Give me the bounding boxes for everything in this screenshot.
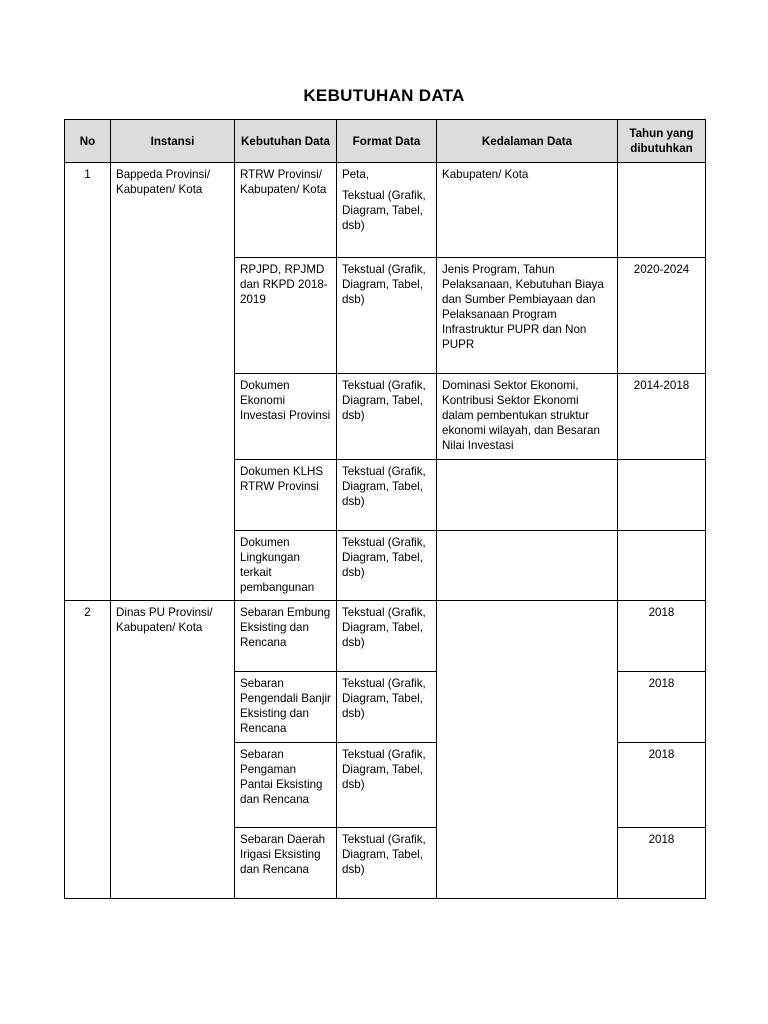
- tahun-cell: 2014-2018: [618, 374, 706, 460]
- data-table: [64, 119, 706, 899]
- table-header-row: [65, 120, 706, 163]
- format-cell: [337, 163, 437, 258]
- tahun-cell: 2020-2024: [618, 258, 706, 374]
- tahun-cell: [618, 531, 706, 601]
- format-cell: [337, 828, 437, 899]
- format-cell: [337, 374, 437, 460]
- format-line: Tekstual (Grafik, Diagram, Tabel, dsb): [342, 263, 426, 306]
- format-line: Tekstual (Grafik, Diagram, Tabel, dsb): [342, 606, 426, 649]
- tahun-cell: 2018: [618, 672, 706, 743]
- kedalaman-cell: Kabupaten/ Kota: [437, 163, 618, 258]
- instansi-cell: Dinas PU Provinsi/ Kabupaten/ Kota: [111, 601, 235, 899]
- tahun-cell: 2018: [618, 743, 706, 828]
- format-cell: [337, 531, 437, 601]
- kebutuhan-cell: Sebaran Pengendali Banjir Eksisting dan Rencana: [235, 672, 337, 743]
- page-title: KEBUTUHAN DATA: [303, 86, 465, 105]
- header-format: Format Data: [337, 120, 437, 163]
- tahun-cell: [618, 460, 706, 531]
- format-line: Tekstual (Grafik, Diagram, Tabel, dsb): [342, 379, 426, 422]
- table-row: [65, 163, 706, 258]
- header-kedalaman: Kedalaman Data: [437, 120, 618, 163]
- kebutuhan-cell: RPJPD, RPJMD dan RKPD 2018-2019: [235, 258, 337, 374]
- format-cell: [337, 258, 437, 374]
- format-cell: [337, 460, 437, 531]
- kedalaman-cell: [437, 531, 618, 601]
- format-line: Tekstual (Grafik, Diagram, Tabel, dsb): [342, 465, 426, 508]
- table-row: [65, 601, 706, 672]
- kedalaman-cell: Dominasi Sektor Ekonomi, Kontribusi Sektor Ekonomi dalam pembentukan struktur ekonomi wilayah, dan Besaran Nilai Investasi: [437, 374, 618, 460]
- instansi-cell: Bappeda Provinsi/ Kabupaten/ Kota: [111, 163, 235, 601]
- format-line: Tekstual (Grafik, Diagram, Tabel, dsb): [342, 189, 426, 232]
- format-cell: [337, 672, 437, 743]
- kedalaman-cell: [437, 601, 618, 899]
- format-line: Peta,: [342, 168, 370, 181]
- row-number: 1: [65, 163, 111, 601]
- header-no: No: [65, 120, 111, 163]
- kebutuhan-cell: Sebaran Pengaman Pantai Eksisting dan Rencana: [235, 743, 337, 828]
- kebutuhan-cell: Sebaran Embung Eksisting dan Rencana: [235, 601, 337, 672]
- header-instansi: Instansi: [111, 120, 235, 163]
- kebutuhan-cell: RTRW Provinsi/ Kabupaten/ Kota: [235, 163, 337, 258]
- format-line: Tekstual (Grafik, Diagram, Tabel, dsb): [342, 833, 426, 876]
- format-cell: [337, 743, 437, 828]
- kebutuhan-cell: Dokumen Lingkungan terkait pembangunan: [235, 531, 337, 601]
- tahun-cell: [618, 163, 706, 258]
- tahun-cell: 2018: [618, 828, 706, 899]
- row-number: 2: [65, 601, 111, 899]
- header-kebutuhan: Kebutuhan Data: [235, 120, 337, 163]
- kebutuhan-cell: Dokumen Ekonomi Investasi Provinsi: [235, 374, 337, 460]
- format-cell: [337, 601, 437, 672]
- format-line: Tekstual (Grafik, Diagram, Tabel, dsb): [342, 677, 426, 720]
- tahun-cell: 2018: [618, 601, 706, 672]
- kedalaman-cell: Jenis Program, Tahun Pelaksanaan, Kebutuhan Biaya dan Sumber Pembiayaan dan Pelaksanaan Program Infrastruktur PUPR dan Non PUPR: [437, 258, 618, 374]
- format-line: Tekstual (Grafik, Diagram, Tabel, dsb): [342, 536, 426, 579]
- kebutuhan-cell: Dokumen KLHS RTRW Provinsi: [235, 460, 337, 531]
- kebutuhan-cell: Sebaran Daerah Irigasi Eksisting dan Rencana: [235, 828, 337, 899]
- header-tahun: Tahun yang dibutuhkan: [618, 120, 706, 163]
- format-line: Tekstual (Grafik, Diagram, Tabel, dsb): [342, 748, 426, 791]
- kedalaman-cell: [437, 460, 618, 531]
